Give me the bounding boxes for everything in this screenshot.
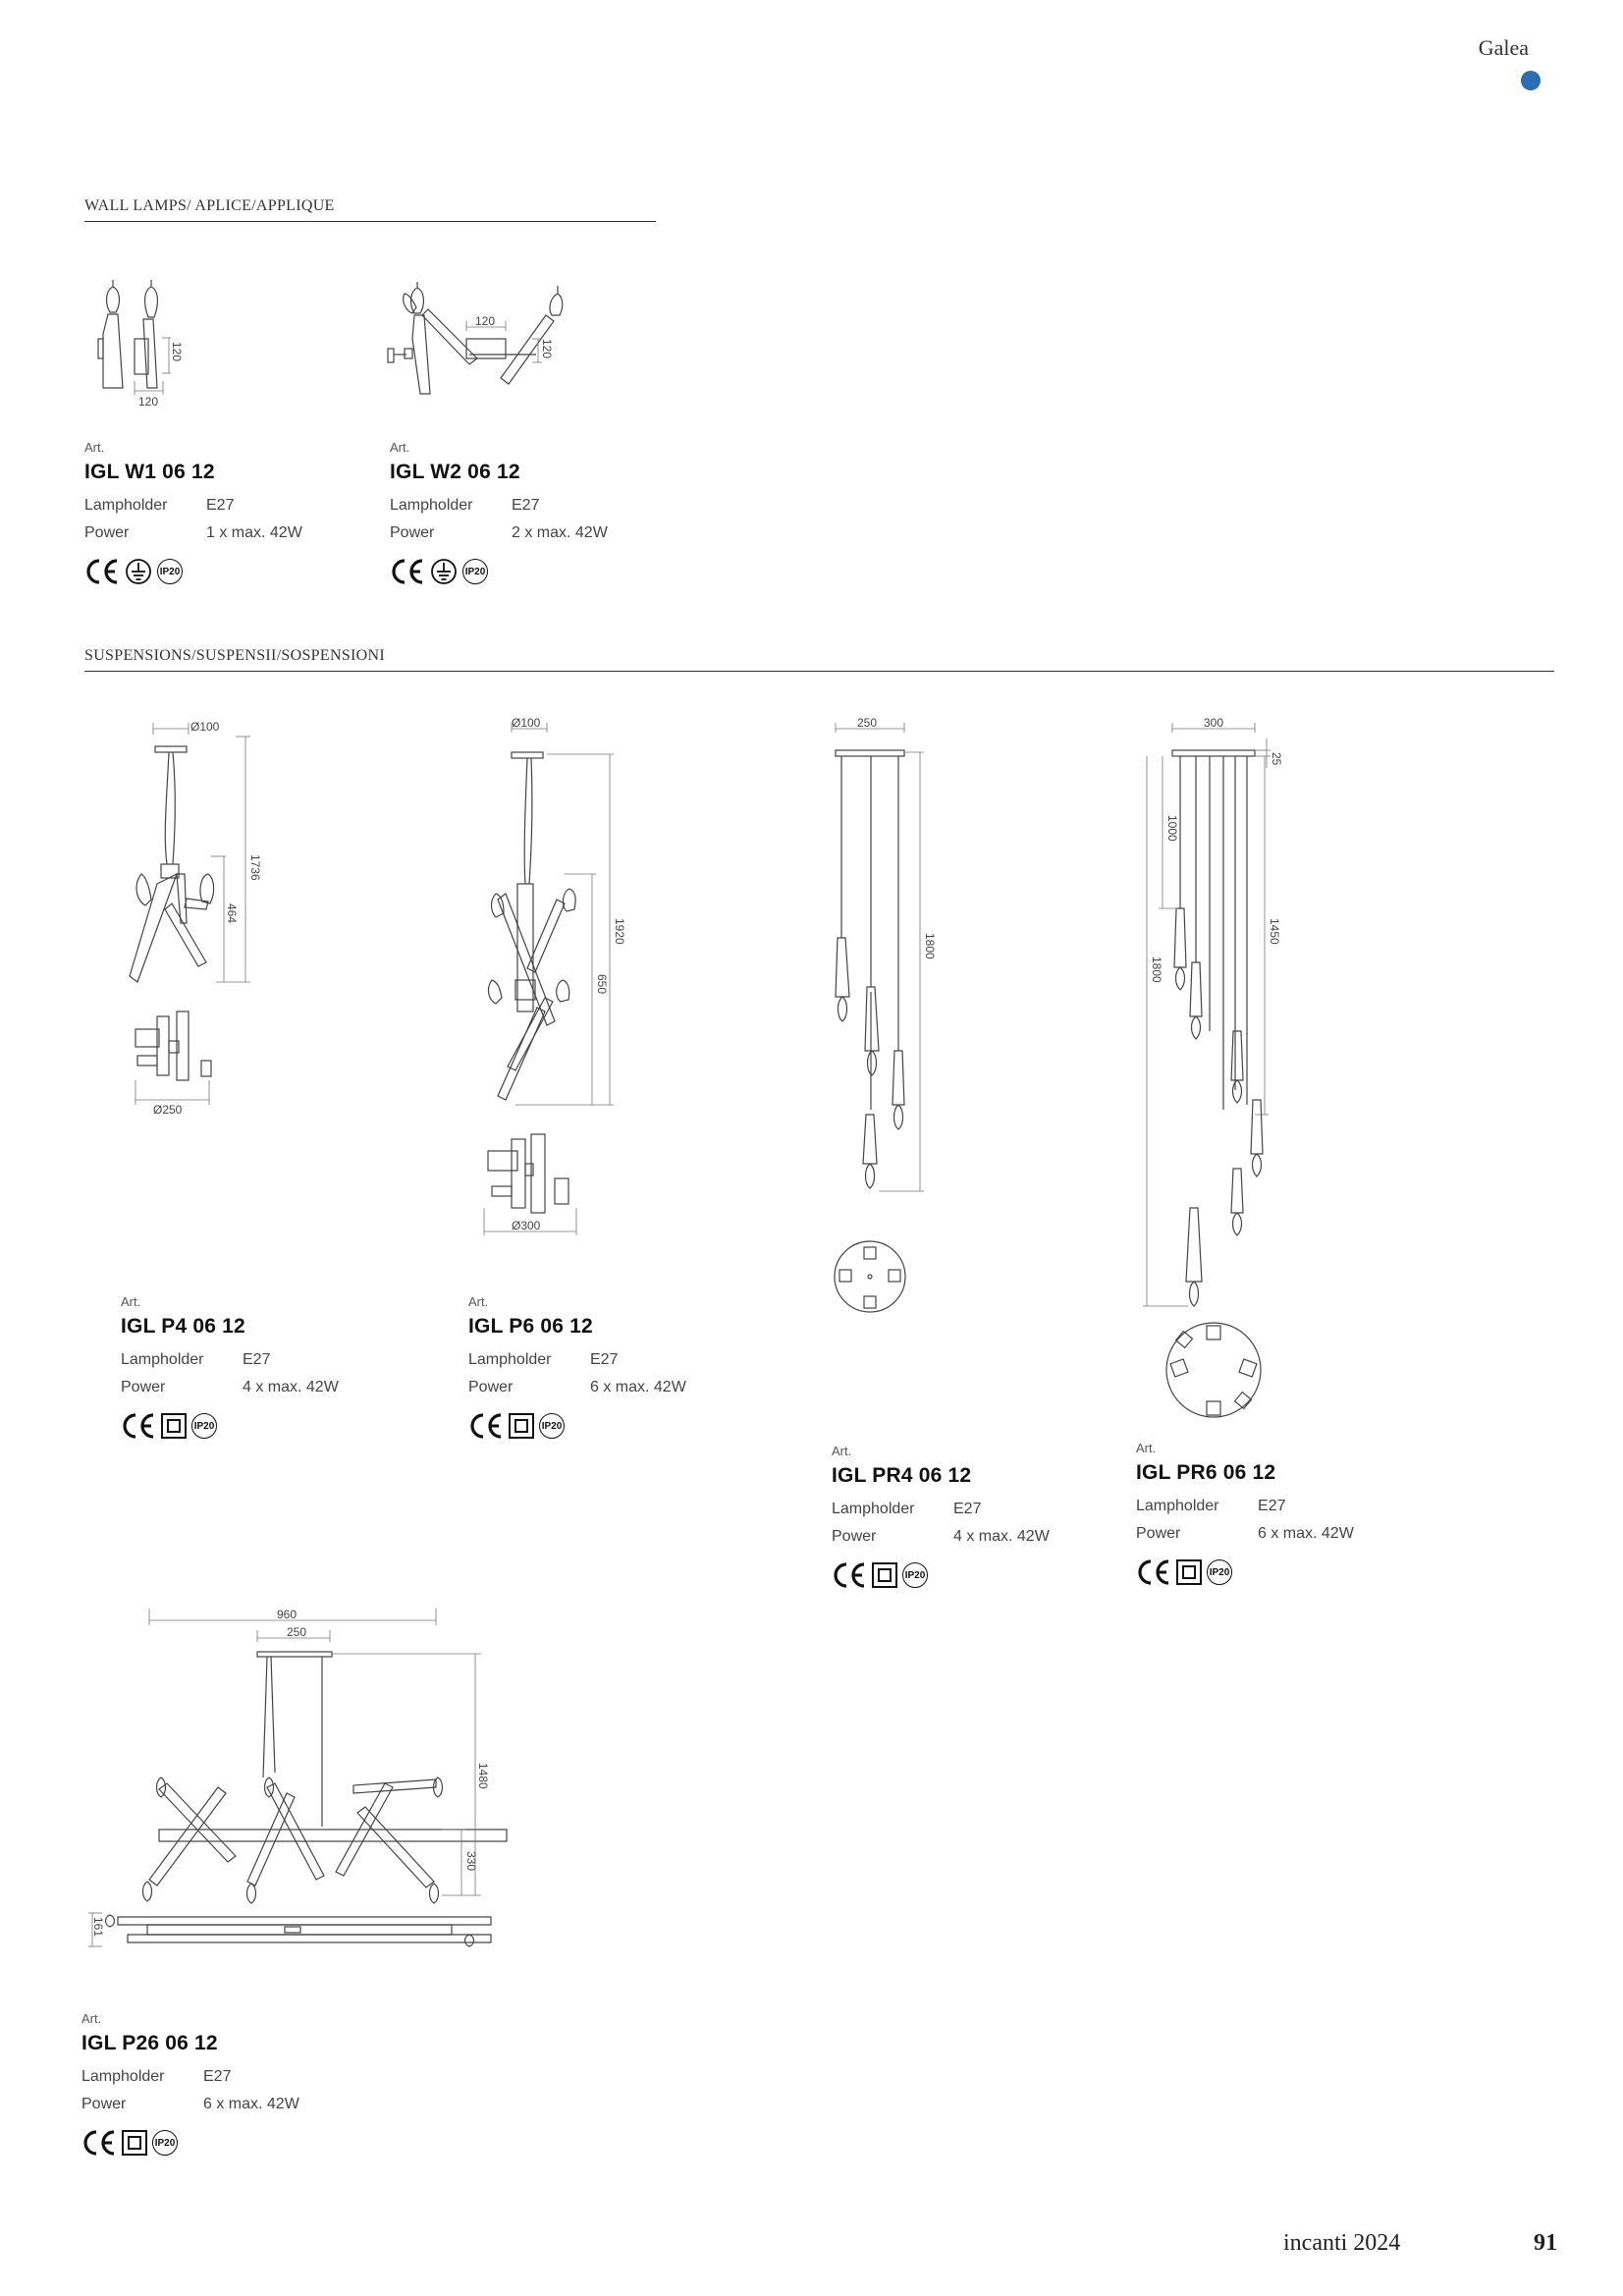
cert-marks (832, 1560, 1050, 1590)
p26-dim-body-height: 330 (464, 1851, 478, 1872)
product-code: IGL P4 06 12 (121, 1315, 245, 1338)
ce-mark-icon (390, 557, 425, 586)
earth-ground-icon (124, 557, 153, 586)
lampholder-value: E27 (590, 1351, 619, 1368)
cert-marks (81, 2128, 299, 2158)
ce-mark-icon (84, 557, 120, 586)
lampholder-value: E27 (203, 2068, 232, 2085)
p4-dim-total-height: 1736 (248, 854, 262, 881)
lampholder-label: Lampholder (81, 2068, 165, 2085)
lampholder-label: Lampholder (84, 497, 168, 514)
ce-mark-icon (468, 1411, 504, 1441)
p6-drawing (457, 717, 633, 1247)
pr6-dim-height: 1800 (1150, 957, 1163, 983)
power-label: Power (121, 1379, 166, 1395)
lampholder-row (468, 1346, 686, 1374)
pr6-dim-mid-drop: 1450 (1268, 918, 1281, 945)
pr6-dim-canopy: 300 (1204, 716, 1224, 730)
product-code: IGL PR4 06 12 (832, 1464, 972, 1487)
pr6-dim-first-drop: 1000 (1165, 815, 1179, 842)
power-row (1136, 1520, 1354, 1548)
ip20-icon: IP20 (462, 559, 488, 584)
earth-ground-icon (429, 557, 459, 586)
art-label: Art. (1136, 1441, 1157, 1455)
section-title-wall: WALL LAMPS/ APLICE/APPLIQUE (84, 197, 335, 214)
power-value: 6 x max. 42W (203, 2096, 299, 2112)
product-p6 (468, 1294, 686, 1441)
art-label: Art. (468, 1294, 489, 1309)
power-label: Power (84, 524, 130, 541)
power-row (390, 519, 608, 547)
ce-mark-icon (832, 1560, 867, 1590)
cert-marks (121, 1411, 339, 1441)
p26-drawing (79, 1601, 491, 1964)
lampholder-row (84, 492, 302, 519)
lampholder-value: E27 (1258, 1498, 1286, 1514)
pr6-dim-canopy-height: 25 (1270, 752, 1283, 766)
cert-marks (390, 557, 608, 586)
p26-dim-width: 960 (277, 1608, 298, 1621)
cert-marks (84, 557, 302, 586)
pr4-dim-canopy: 250 (857, 716, 878, 730)
p4-dim-canopy: Ø100 (190, 720, 220, 734)
power-row (121, 1374, 339, 1401)
ip20-icon: IP20 (157, 559, 183, 584)
art-label: Art. (832, 1444, 852, 1458)
product-pr6 (1136, 1441, 1354, 1587)
ip20-icon: IP20 (191, 1413, 217, 1439)
power-label: Power (468, 1379, 514, 1395)
w2-dim-height: 120 (540, 339, 554, 359)
power-value: 4 x max. 42W (953, 1528, 1050, 1545)
product-code: IGL W1 06 12 (84, 461, 215, 483)
class-ii-icon (160, 1412, 188, 1440)
power-value: 6 x max. 42W (590, 1379, 686, 1395)
lampholder-label: Lampholder (390, 497, 473, 514)
lampholder-row (832, 1496, 1050, 1523)
power-label: Power (1136, 1525, 1181, 1542)
brand-name: Galea (1478, 35, 1529, 60)
footer-catalog: incanti 2024 (1283, 2230, 1401, 2256)
product-p4 (121, 1294, 339, 1441)
art-label: Art. (81, 2011, 102, 2026)
w1-drawing (88, 275, 216, 412)
lampholder-row (1136, 1493, 1354, 1520)
p4-dim-diameter: Ø250 (153, 1103, 183, 1117)
art-label: Art. (121, 1294, 141, 1309)
product-code: IGL P26 06 12 (81, 2032, 218, 2054)
section-rule-wall (84, 221, 656, 222)
class-ii-icon (508, 1412, 535, 1440)
page-number: 91 (1534, 2230, 1557, 2256)
lampholder-row (390, 492, 608, 519)
product-w2 (390, 440, 608, 586)
product-code: IGL W2 06 12 (390, 461, 520, 483)
p26-dim-canopy: 250 (287, 1625, 307, 1639)
section-title-suspensions: SUSPENSIONS/SUSPENSII/SOSPENSIONI (84, 647, 385, 664)
product-pr4 (832, 1444, 1050, 1590)
power-label: Power (832, 1528, 877, 1545)
brand-dot-icon (1521, 71, 1541, 90)
ip20-icon: IP20 (539, 1413, 565, 1439)
class-ii-icon (121, 2129, 148, 2157)
product-code: IGL P6 06 12 (468, 1315, 593, 1338)
art-label: Art. (390, 440, 410, 455)
p4-dim-body-height: 464 (225, 903, 239, 924)
p26-dim-height: 1480 (476, 1763, 490, 1789)
ip20-icon: IP20 (152, 2130, 178, 2156)
p26-dim-depth: 161 (91, 1917, 105, 1938)
lampholder-label: Lampholder (832, 1501, 915, 1517)
product-w1 (84, 440, 302, 586)
power-value: 1 x max. 42W (206, 524, 302, 541)
art-label: Art. (84, 440, 105, 455)
power-value: 6 x max. 42W (1258, 1525, 1354, 1542)
ip20-icon: IP20 (902, 1562, 928, 1588)
power-row (84, 519, 302, 547)
ce-mark-icon (81, 2128, 117, 2158)
lampholder-value: E27 (243, 1351, 271, 1368)
product-code: IGL PR6 06 12 (1136, 1461, 1276, 1484)
p6-dim-body-height: 650 (595, 974, 609, 995)
w2-drawing (373, 280, 589, 417)
ce-mark-icon (121, 1411, 156, 1441)
lampholder-label: Lampholder (121, 1351, 204, 1368)
power-row (832, 1523, 1050, 1551)
power-label: Power (390, 524, 435, 541)
pr6-drawing (1129, 717, 1296, 1424)
ce-mark-icon (1136, 1558, 1171, 1587)
lampholder-value: E27 (953, 1501, 982, 1517)
lampholder-label: Lampholder (468, 1351, 552, 1368)
product-p26 (81, 2011, 299, 2158)
power-row (468, 1374, 686, 1401)
lampholder-label: Lampholder (1136, 1498, 1219, 1514)
power-value: 2 x max. 42W (512, 524, 608, 541)
pr4-drawing (810, 717, 957, 1316)
cert-marks (468, 1411, 686, 1441)
w2-dim-width: 120 (475, 314, 496, 328)
p6-dim-total-height: 1920 (613, 918, 626, 945)
lampholder-row (81, 2063, 299, 2091)
class-ii-icon (1175, 1558, 1203, 1586)
pr4-dim-height: 1800 (923, 933, 937, 959)
section-rule-suspensions (84, 671, 1554, 672)
w1-dim-width: 120 (138, 395, 159, 409)
lampholder-value: E27 (512, 497, 540, 514)
p4-drawing (118, 717, 275, 1129)
w1-dim-height: 120 (170, 342, 184, 362)
p6-dim-diameter: Ø300 (512, 1219, 541, 1232)
class-ii-icon (871, 1561, 898, 1589)
lampholder-value: E27 (206, 497, 235, 514)
p6-dim-canopy: Ø100 (512, 716, 541, 730)
power-row (81, 2091, 299, 2118)
power-value: 4 x max. 42W (243, 1379, 339, 1395)
power-label: Power (81, 2096, 127, 2112)
ip20-icon: IP20 (1207, 1559, 1232, 1585)
cert-marks (1136, 1558, 1354, 1587)
lampholder-row (121, 1346, 339, 1374)
